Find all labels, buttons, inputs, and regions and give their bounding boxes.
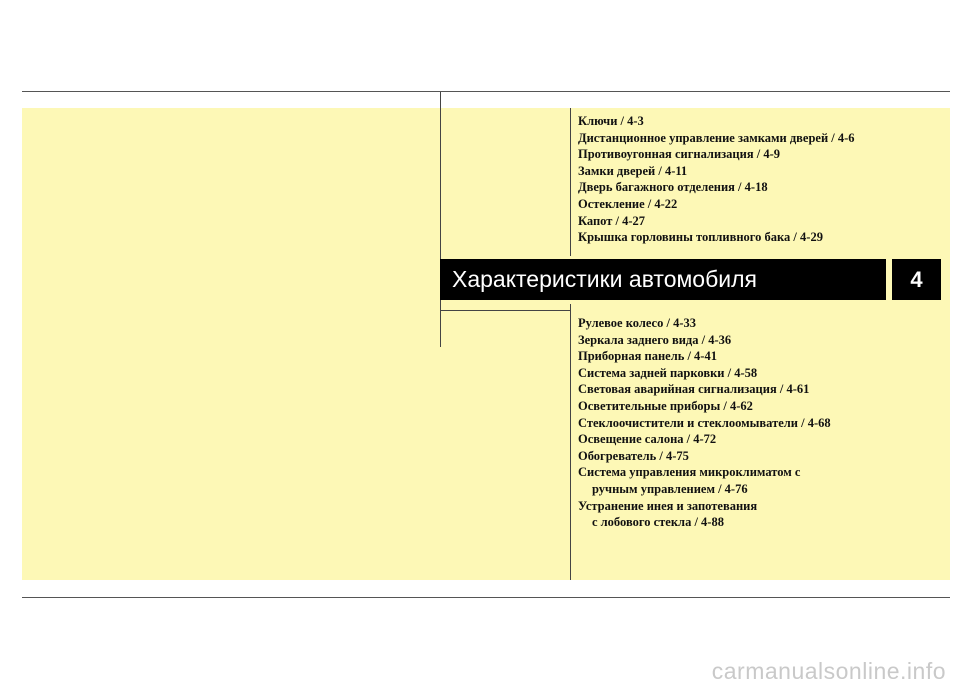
toc-item-continuation[interactable]: с лобового стекла / 4-88 — [592, 515, 724, 530]
toc-item[interactable]: Приборная панель / 4-41 — [578, 349, 717, 364]
toc-item[interactable]: Дверь багажного отделения / 4-18 — [578, 180, 768, 195]
toc-list-bottom — [578, 315, 831, 531]
toc-item[interactable]: Остекление / 4-22 — [578, 196, 678, 211]
toc-item[interactable]: Стеклоочистители и стеклоомыватели / 4-68 — [578, 415, 831, 430]
toc-item[interactable]: Система задней парковки / 4-58 — [578, 365, 758, 380]
toc-item[interactable]: Капот / 4-27 — [578, 213, 646, 228]
toc-item[interactable]: Световая аварийная сигнализация / 4-61 — [578, 382, 810, 397]
toc-item[interactable]: Устранение инея и запотевания — [578, 498, 758, 513]
toc-item[interactable]: Противоугонная сигнализация / 4-9 — [578, 147, 780, 162]
toc-item[interactable]: Дистанционное управление замками дверей / 4-6 — [578, 130, 855, 145]
toc-item[interactable]: Замки дверей / 4-11 — [578, 163, 688, 178]
toc-item[interactable]: Рулевое колесо / 4-33 — [578, 316, 696, 330]
bottom-rule — [22, 597, 950, 598]
top-rule — [22, 91, 950, 92]
toc-item[interactable]: Осветительные приборы / 4-62 — [578, 398, 753, 413]
band-underline — [440, 310, 570, 311]
column-divider-lower — [570, 304, 571, 580]
toc-item[interactable]: Крышка горловины топливного бака / 4-29 — [578, 230, 823, 245]
toc-item[interactable]: Освещение салона / 4-72 — [578, 432, 717, 447]
section-title-band: Характеристики автомобиля — [440, 259, 886, 300]
toc-item[interactable]: Обогреватель / 4-75 — [578, 448, 689, 463]
column-divider-left — [440, 92, 441, 347]
column-divider-upper — [570, 108, 571, 256]
toc-item[interactable]: Система управления микроклиматом с — [578, 465, 801, 480]
toc-item-continuation[interactable]: ручным управлением / 4-76 — [592, 481, 748, 496]
watermark: carmanualsonline.info — [711, 658, 946, 684]
chapter-number-badge: 4 — [892, 259, 941, 300]
toc-list-top — [578, 113, 855, 246]
toc-item[interactable]: Ключи / 4-3 — [578, 114, 644, 128]
toc-item[interactable]: Зеркала заднего вида / 4-36 — [578, 332, 732, 347]
